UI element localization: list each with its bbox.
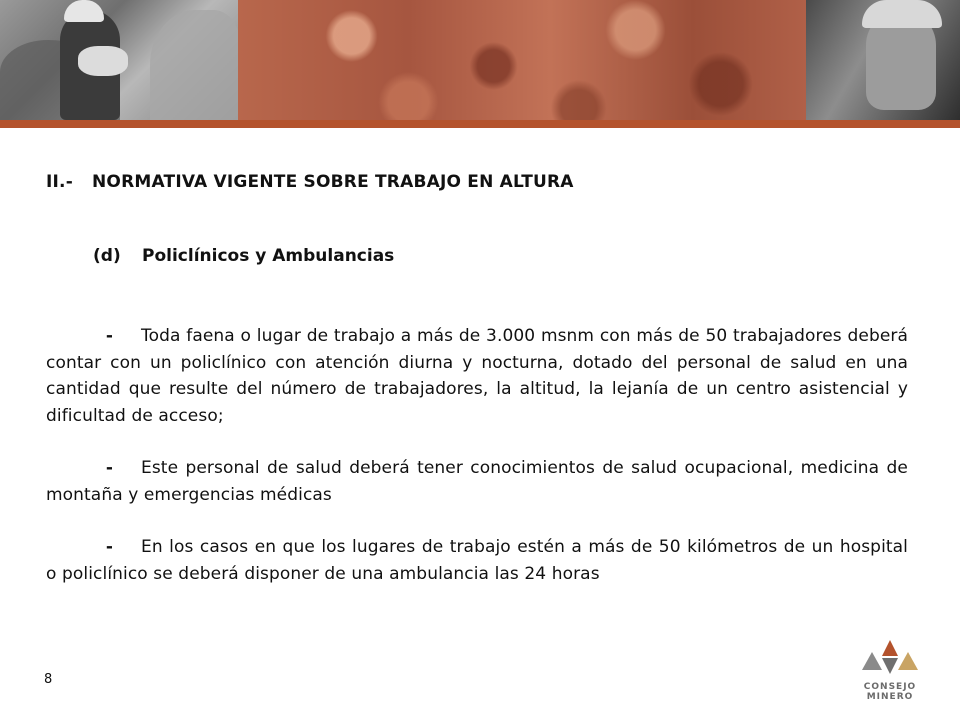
slide-content <box>46 168 908 587</box>
subsection-title-text: Policlínicos y Ambulancias <box>142 246 395 266</box>
consejo-minero-logo <box>858 636 922 710</box>
photo-copper-texture <box>238 0 806 120</box>
logo-line-1: CONSEJO <box>863 682 917 692</box>
header-banner <box>0 0 960 120</box>
page-number: 8 <box>44 672 53 687</box>
bullet-dash: - <box>105 326 113 346</box>
subsection-letter: (d) <box>93 246 121 266</box>
section-number: II.- <box>46 172 73 192</box>
section-title <box>46 168 908 196</box>
paragraph-2 <box>46 455 908 508</box>
section-title-text: NORMATIVA VIGENTE SOBRE TRABAJO EN ALTURA <box>92 172 574 192</box>
paragraph-text: En los casos en que los lugares de trabajo estén a más de 50 kilómetros de un hospital o policlínico se deberá disponer de una ambulancia las 24 horas <box>46 537 908 584</box>
paragraph-text: Este personal de salud deberá tener conocimientos de salud ocupacional, medicina de montaña y emergencias médicas <box>46 458 908 505</box>
paragraph-1 <box>46 323 908 429</box>
bullet-dash: - <box>105 537 113 557</box>
paragraph-3 <box>46 534 908 587</box>
subsection-title <box>93 243 908 269</box>
accent-rule <box>0 120 960 128</box>
photo-worker-right <box>806 0 960 120</box>
paragraph-text: Toda faena o lugar de trabajo a más de 3.000 msnm con más de 50 trabajadores deberá contar con un policlínico con atención diurna y nocturna, dotado del personal de salud en una cantidad que resulte del número de trabajadores, la altitud, la lejanía de un centro asistencial y dificultad de acceso; <box>46 326 908 426</box>
logo-line-2: MINERO <box>866 692 914 702</box>
logo-mountains-icon <box>858 636 922 682</box>
bullet-dash: - <box>105 458 113 478</box>
photo-miner-left <box>0 0 238 120</box>
